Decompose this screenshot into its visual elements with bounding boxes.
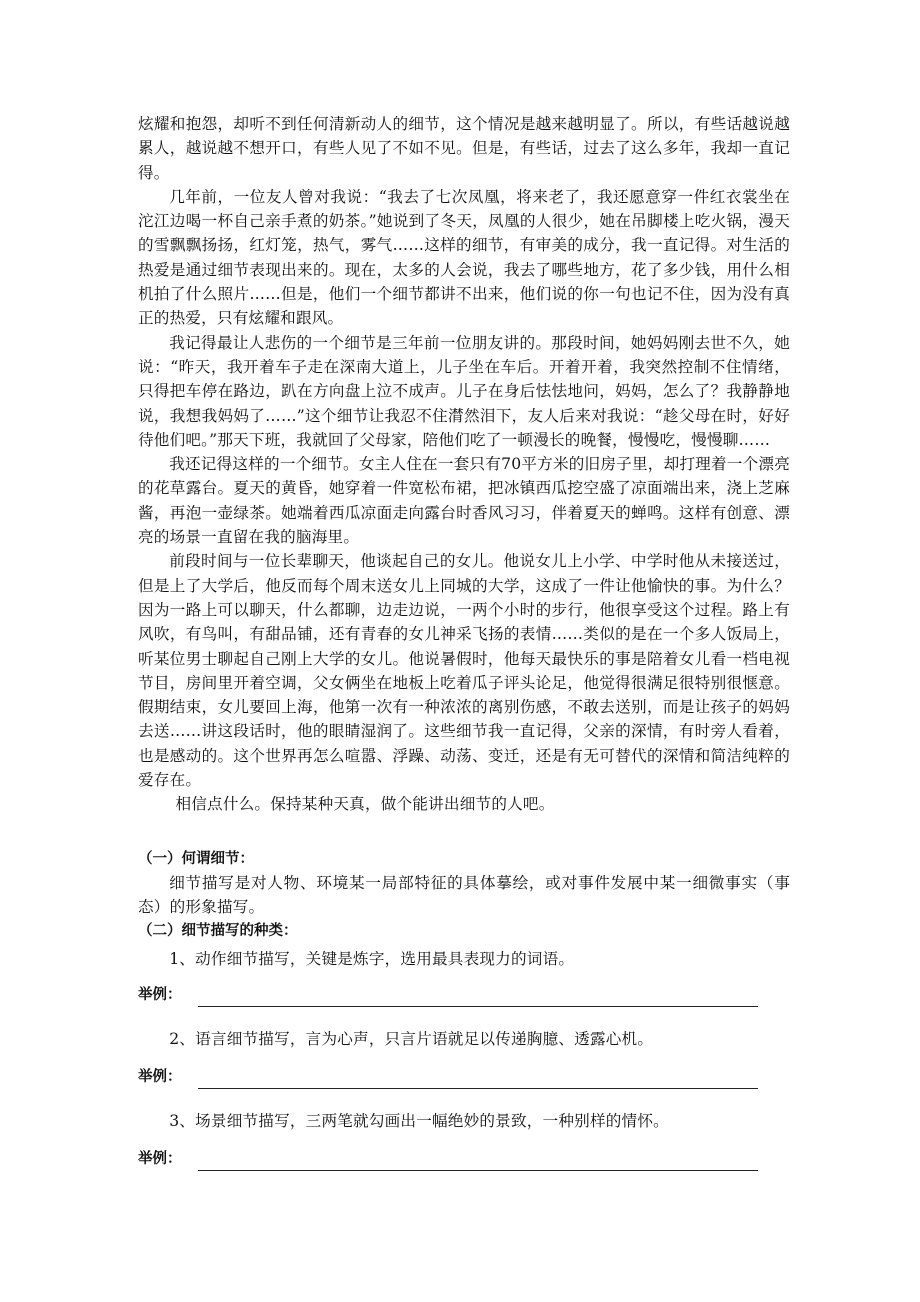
paragraph-5: 前段时间与一位长辈聊天，他谈起自己的女儿。他说女儿上小学、中学时他从未接送过，但是上了大学后，他反而每个周末送女儿上同城的大学，这成了一件让他愉快的事。为什么？因为一路上可以聊天，什么都聊，边走边说，一两个小时的步行，他很享受这个过程。路上有风吹，有鸟叫，有甜品铺，还有青春的女儿神采飞扬的表情……类似的是在一个多人饭局上，听某位男士聊起自己刚上大学的女儿。他说暑假时，他每天最快乐的事是陪着女儿看一档电视节目，房间里开着空调，父女俩坐在地板上吃着瓜子评头论足，他觉得很满足很特别很惬意。假期结束，女儿要回上海，他第一次有一种浓浓的离别伤感，不敢去送别，而是让孩子的妈妈去送……讲这段话时，他的眼睛湿润了。这些细节我一直记得，父亲的深情，有时旁人看着，也是感动的。这个世界再怎么喧嚣、浮躁、动荡、变迁，还是有无可替代的深情和简洁纯粹的爱存在。: [138, 552, 790, 790]
example-row-action: [138, 981, 790, 1007]
example-label: 举例：: [138, 1151, 182, 1168]
section-heading-definition: （一）何谓细节：: [138, 850, 254, 867]
document-page: [138, 112, 790, 1171]
paragraph-2: 几年前，一位友人曾对我说：“我去了七次凤凰，将来老了，我还愿意穿一件红衣裳坐在沱江边喝一杯自己亲手煮的奶茶。”她说到了冬天，凤凰的人很少，她在吊脚楼上吃火锅，漫天的雪飘飘扬扬，红灯笼，热气，雾气……这样的细节，有审美的成分，我一直记得。对生活的热爱是通过细节表现出来的。现在，太多的人会说，我去了哪些地方，花了多少钱，用什么相机拍了什么照片……但是，他们一个细节都讲不出来，他们说的你一句也记不住，因为没有真正的热爱，只有炫耀和跟风。: [138, 187, 790, 328]
example-answer-line[interactable]: [198, 1070, 758, 1089]
definition-text: 细节描写是对人物、环境某一局部特征的具体摹绘，或对事件发展中某一细微事实（事态）的形象描写。: [138, 873, 790, 916]
paragraph-1: 炫耀和抱怨，却听不到任何清新动人的细节，这个情况是越来越明显了。所以，有些话越说越累人，越说越不想开口，有些人见了不如不见。但是，有些话，过去了这么多年，我却一直记得。: [138, 115, 790, 182]
example-answer-line[interactable]: [198, 1152, 758, 1171]
example-label: 举例：: [138, 987, 182, 1004]
type-item-language: 2、语言细节描写，言为心声，只言片语就足以传递胸臆、透露心机。: [169, 1030, 654, 1049]
paragraph-4: 我还记得这样的一个细节。女主人住在一套只有70平方米的旧房子里，却打理着一个漂亮的花草露台。夏天的黄昏，她穿着一件宽松布裙，把冰镇西瓜挖空盛了凉面端出来，浇上芝麻酱，再泡一壶绿茶。她端着西瓜凉面走向露台时香风习习，伴着夏天的蝉鸣。这样有创意、漂亮的场景一直留在我的脑海里。: [138, 455, 790, 547]
example-row-language: [138, 1063, 790, 1089]
paragraph-6: 相信点什么。保持某种天真，做个能讲出细节的人吧。: [175, 795, 555, 814]
paragraph-3: 我记得最让人悲伤的一个细节是三年前一位朋友讲的。那段时间，她妈妈刚去世不久，她说：“昨天，我开着车子走在深南大道上，儿子坐在车后。开着开着，我突然控制不住情绪，只得把车停在路边，趴在方向盘上泣不成声。儿子在身后怯怯地问，妈妈，怎么了？我静静地说，我想我妈妈了……”这个细节让我忍不住潸然泪下，友人后来对我说：“趁父母在时，好好待他们吧。”那天下班，我就回了父母家，陪他们吃了一顿漫长的晚餐，慢慢吃，慢慢聊……: [138, 333, 790, 449]
example-label: 举例：: [138, 1069, 182, 1086]
type-item-scene: 3、场景细节描写，三两笔就勾画出一幅绝妙的景致，一种别样的情怀。: [169, 1112, 669, 1131]
example-answer-line[interactable]: [198, 988, 758, 1007]
section-heading-types: （二）细节描写的种类：: [138, 923, 298, 940]
example-row-scene: [138, 1145, 790, 1171]
type-item-action: 1、动作细节描写，关键是炼字，选用最具表现力的词语。: [169, 950, 575, 969]
